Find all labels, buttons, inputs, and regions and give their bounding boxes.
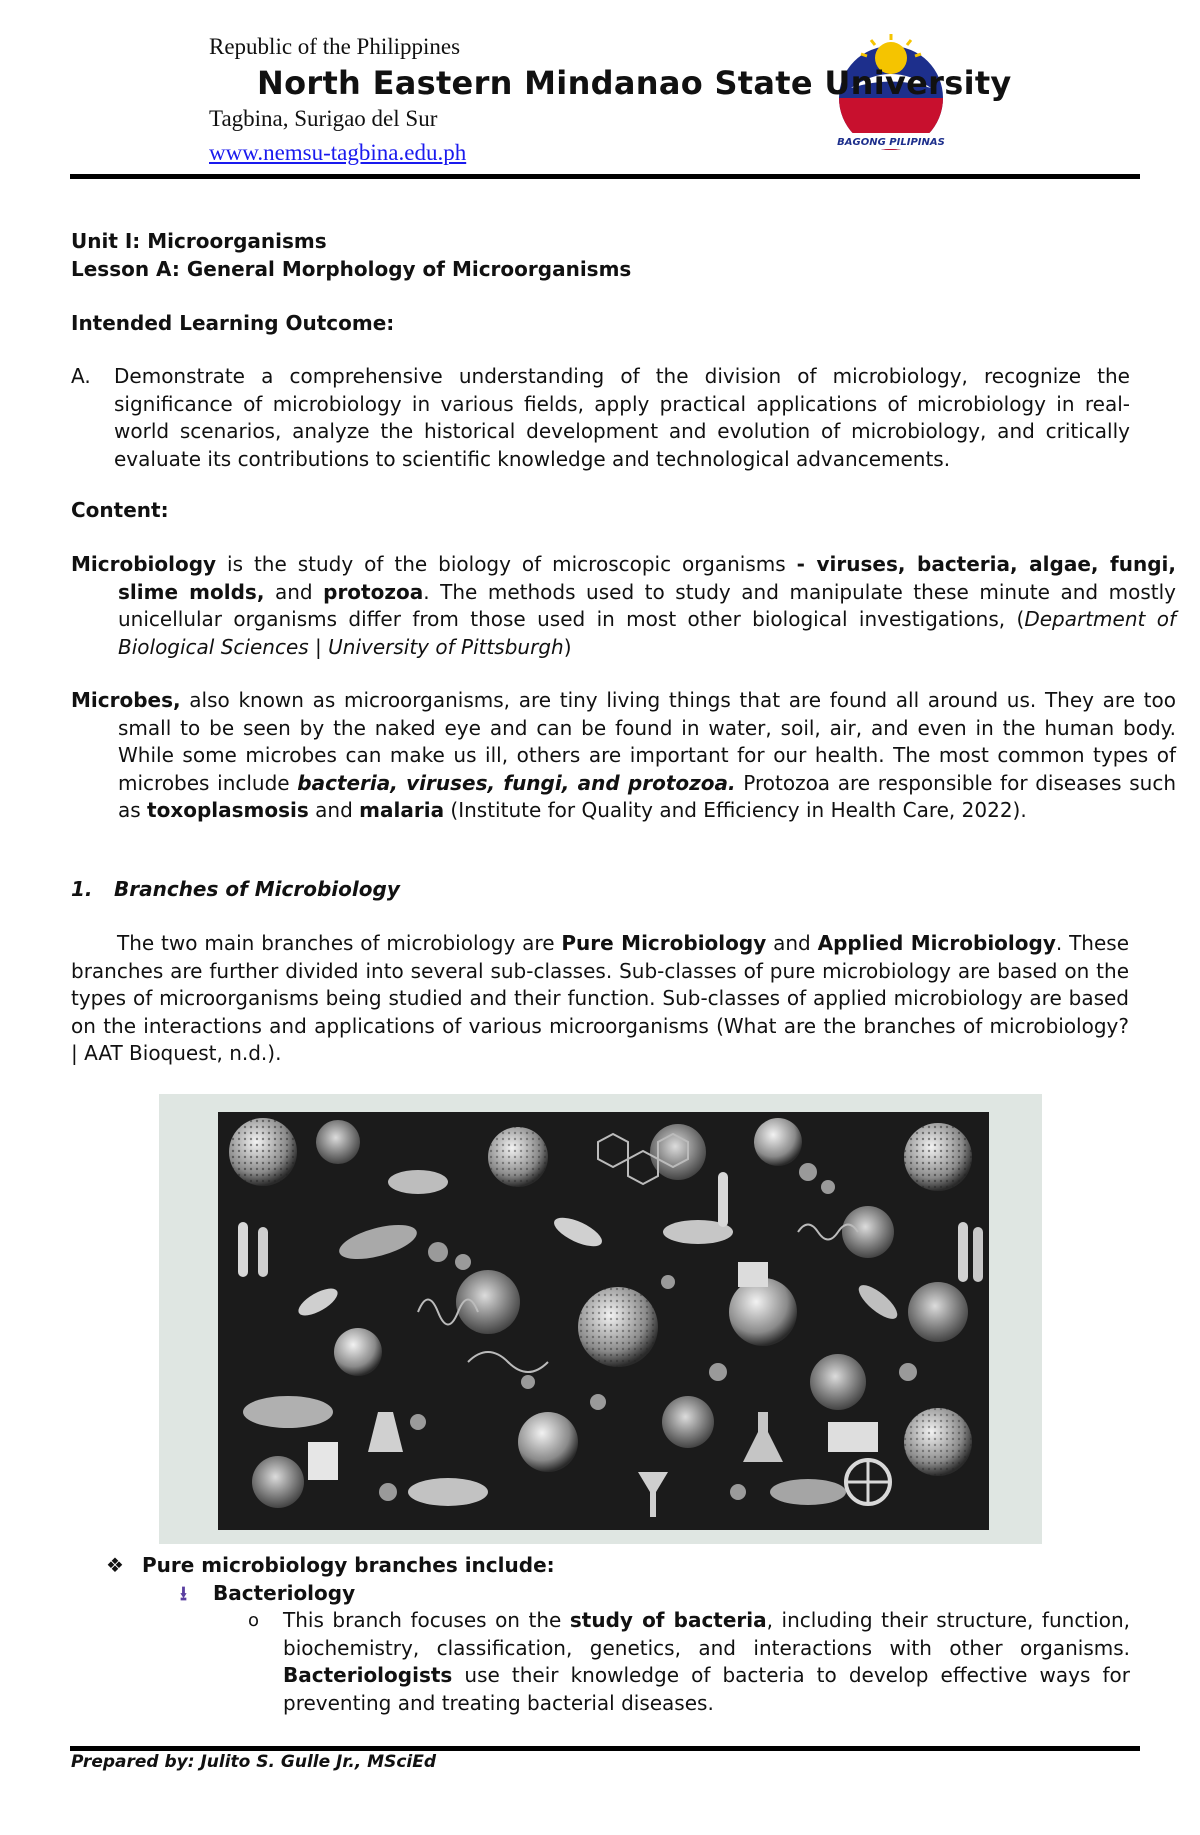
branches-heading: 1. Branches of Microbiology bbox=[71, 877, 400, 901]
organism-list: - viruses, bacteria, algae, fungi, slime molds, bbox=[118, 552, 1176, 604]
bacteriology-heading: ⭳ Bacteriology bbox=[180, 1580, 355, 1608]
unit-title: Unit I: Microorganisms bbox=[71, 229, 327, 253]
circle-bullet-icon: o bbox=[248, 1610, 260, 1631]
microorganisms-illustration bbox=[218, 1112, 989, 1530]
logo-text: BAGONG PILIPINAS bbox=[837, 137, 945, 148]
ilo-text: Demonstrate a comprehensive understanding of the division of microbiology, recognize the significance of microbiology in various fields, apply practical applications of microbiology in real-world scenarios, analyze the historical development and evolution of microbiology, and critically evaluate its contributions to scientific knowledge and technological advancements. bbox=[114, 364, 1130, 471]
content-heading: Content: bbox=[71, 498, 169, 522]
footer-prepared-by: Prepared by: Julito S. Gulle Jr., MSciEd bbox=[71, 1752, 437, 1772]
microbes-term: Microbes, bbox=[71, 688, 181, 712]
footer-divider bbox=[70, 1746, 1140, 1751]
bacteriology-description: This branch focuses on the study of bacteria, including their structure, function, biochemistry, classification, genetics, and interactions with other organisms. Bacteriologists use their knowledge of bacteria to develop effective ways for preventing and treating bacterial diseases. bbox=[283, 1608, 1130, 1715]
ilo-label: A. bbox=[71, 364, 91, 388]
lesson-title: Lesson A: General Morphology of Microorganisms bbox=[71, 257, 632, 281]
arrow-down-bullet-icon: ⭳ bbox=[180, 1581, 187, 1605]
website-link[interactable]: www.nemsu-tagbina.edu.ph bbox=[209, 140, 467, 165]
branches-paragraph: The two main branches of microbiology are Pure Microbiology and Applied Microbiology. These branches are further divided into several sub-classes. Sub-classes of pure microbiology are based on the types of microorganisms being studied and their function. Sub-classes of applied microbiology are based on the interactions and applications of various microorganisms (What are the branches of microbiology? | AAT Bioquest, n.d.). bbox=[71, 931, 1129, 1065]
microbes-paragraph: Microbes, also known as microorganisms, are tiny living things that are found all around us. They are too small to be seen by the naked eye and can be found in water, soil, air, and even in the human body. While some microbes can make us ill, others are important for our health. The most common types of microbes include bacteria, viruses, fungi, and protozoa. Protozoa are responsible for diseases such as toxoplasmosis and malaria (Institute for Quality and Efficiency in Health Care, 2022). bbox=[71, 688, 1177, 822]
republic-text: Republic of the Philippines bbox=[209, 34, 461, 59]
diamond-bullet-icon: ❖ bbox=[106, 1553, 124, 1577]
microbiology-term: Microbiology bbox=[71, 552, 217, 576]
microbiology-paragraph: Microbiology is the study of the biology of microscopic organisms - viruses, bacteria, algae, fungi, slime molds, and protozoa. The methods used to study and manipulate these minute and mostly unicellular organisms differ from those used in most other biological investigations, (Department of Biological Sciences | University of Pittsburgh) bbox=[71, 552, 1176, 659]
citation: Department of Biological Sciences | University of Pittsburgh bbox=[118, 607, 1176, 659]
microbe-types: bacteria, viruses, fungi, and protozoa. bbox=[297, 770, 736, 795]
location-text: Tagbina, Surigao del Sur bbox=[209, 106, 438, 131]
university-name: North Eastern Mindanao State University bbox=[257, 64, 1012, 102]
pure-branches-heading: ❖ Pure microbiology branches include: bbox=[106, 1552, 555, 1580]
header-divider bbox=[70, 174, 1140, 179]
microbes-collage-image bbox=[218, 1112, 989, 1530]
ilo-heading: Intended Learning Outcome: bbox=[71, 311, 395, 335]
